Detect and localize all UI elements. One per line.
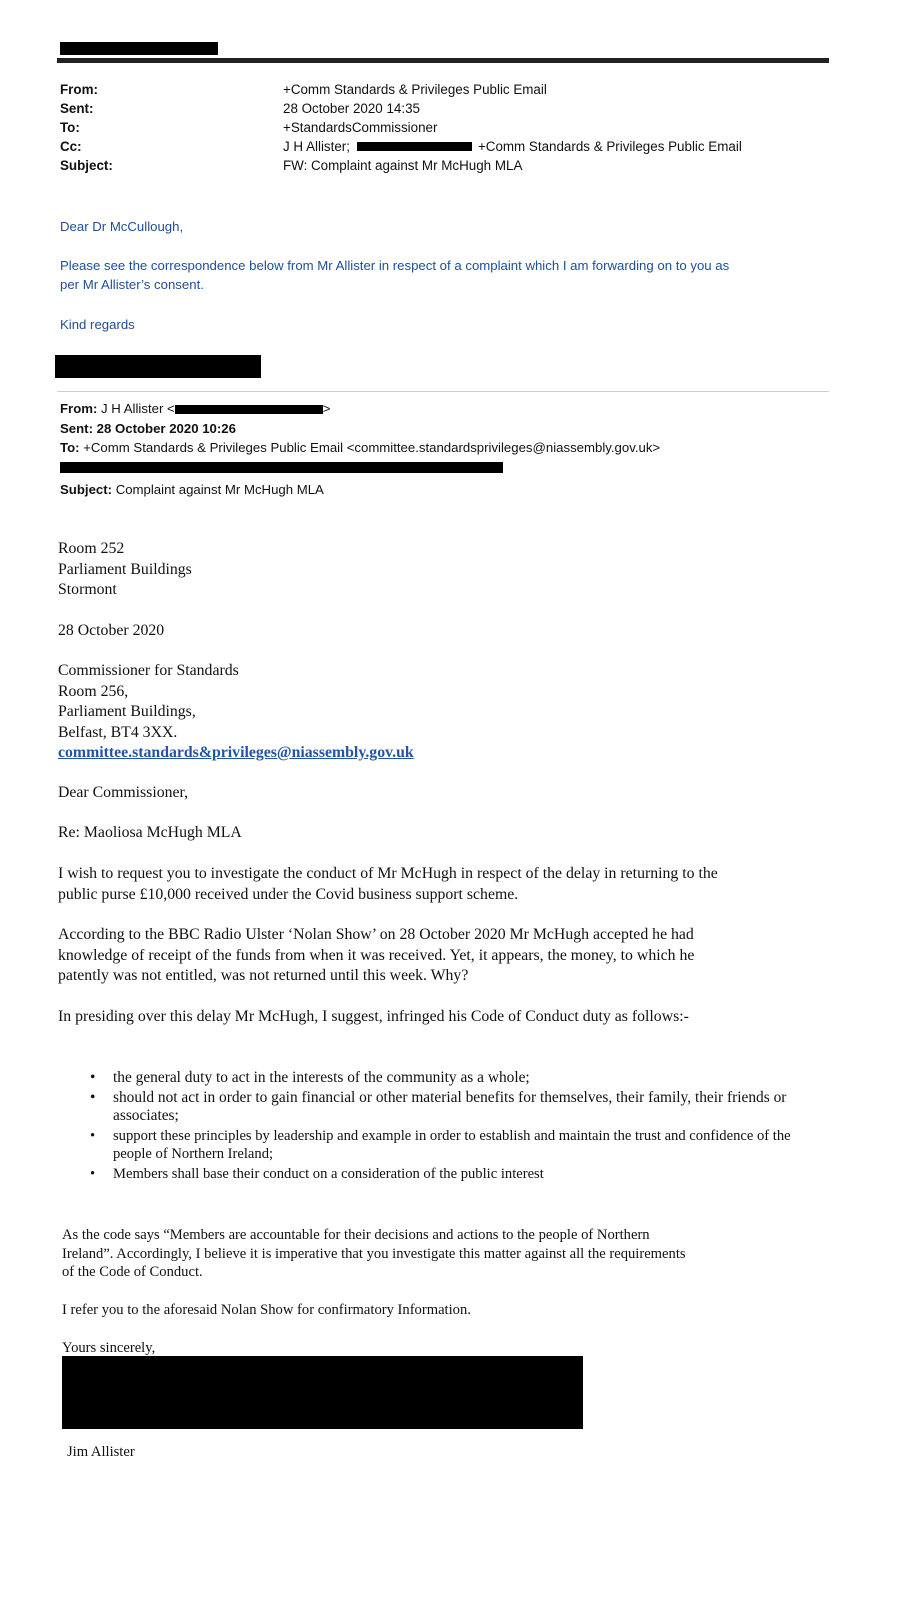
cover-body-line-1: Please see the correspondence below from Mr Allister in respect of a complaint which I am forwarding on to you as	[60, 258, 730, 273]
paragraph-line: of the Code of Conduct.	[62, 1264, 203, 1280]
letter-date: 28 October 2020	[58, 622, 165, 639]
header-from-label: From:	[60, 82, 98, 97]
header-to-label: To:	[60, 120, 80, 135]
sender-address-line: Stormont	[58, 581, 117, 598]
letter-closing: Yours sincerely,	[62, 1340, 156, 1356]
recipient-address	[58, 661, 414, 764]
list-item: • should not act in order to gain financial or other material benefits for themselves, their family, their friends or associates;	[90, 1089, 820, 1126]
paragraph-3: In presiding over this delay Mr McHugh, I suggest, infringed his Code of Conduct duty as follows:-	[58, 1008, 689, 1025]
paragraph-line: patently was not entitled, was not returned until this week. Why?	[58, 967, 469, 984]
header-subject-value: FW: Complaint against Mr McHugh MLA	[283, 158, 523, 173]
sender-address-line: Parliament Buildings	[58, 560, 192, 578]
header-subject-label: Subject:	[60, 158, 113, 173]
paragraph-line: Ireland”. Accordingly, I believe it is imperative that you investigate this matter against all the requirements	[62, 1245, 686, 1262]
forwarded-to	[60, 438, 660, 457]
letter-salutation: Dear Commissioner,	[58, 784, 189, 801]
paragraph-2	[58, 925, 694, 987]
header-sent-row	[60, 99, 742, 118]
redacted-sender-name	[60, 42, 218, 55]
list-item: • the general duty to act in the interests of the community as a whole;	[90, 1069, 820, 1088]
header-cc-value-1: J H Allister;	[283, 139, 350, 154]
cover-body-line-2: per Mr Allister’s consent.	[60, 277, 204, 292]
redacted-sender-signature-block	[55, 355, 261, 378]
header-to-row	[60, 118, 742, 137]
forwarded-to-value: +Comm Standards & Privileges Public Email <committee.standardsprivileges@niassembly.gov.uk>	[83, 440, 661, 455]
cover-signoff: Kind regards	[60, 317, 135, 332]
redacted-email-address	[175, 405, 323, 414]
paragraph-4	[62, 1226, 686, 1282]
redacted-cc-recipient	[357, 142, 472, 151]
recipient-address-line: Room 256,	[58, 682, 129, 700]
email-header	[60, 80, 742, 175]
forwarded-from-value-post: >	[322, 401, 331, 416]
header-sent-label: Sent:	[60, 101, 94, 116]
forwarded-sent	[60, 419, 236, 438]
paragraph-line: As the code says “Members are accountable for their decisions and actions to the people of Northern	[62, 1227, 650, 1243]
paragraph-1	[58, 864, 718, 905]
forwarded-from-value-pre: J H Allister <	[101, 401, 175, 416]
header-from-row	[60, 80, 742, 99]
forwarded-subject-label: Subject:	[60, 482, 113, 497]
header-cc-value-2: +Comm Standards & Privileges Public Email	[477, 139, 742, 154]
recipient-address-line: Belfast, BT4 3XX.	[58, 723, 178, 741]
header-to-value: +StandardsCommissioner	[283, 120, 438, 135]
forwarded-from	[60, 399, 330, 418]
header-rule	[57, 58, 829, 63]
letter-re-line: Re: Maoliosa McHugh MLA	[58, 824, 242, 841]
paragraph-5: I refer you to the aforesaid Nolan Show for confirmatory Information.	[62, 1302, 471, 1318]
redacted-cc-line	[60, 462, 503, 473]
sender-address-line: Room 252	[58, 540, 125, 557]
paragraph-line: I wish to request you to investigate the conduct of Mr McHugh in respect of the delay in returning to the	[58, 865, 718, 882]
forwarded-sent-label: Sent:	[60, 421, 93, 436]
paragraph-line: knowledge of receipt of the funds from when it was received. Yet, it appears, the money, to which he	[58, 946, 695, 964]
header-subject-row	[60, 156, 742, 175]
header-cc-row	[60, 137, 742, 156]
recipient-address-line: Commissioner for Standards	[58, 662, 239, 679]
forwarded-to-label: To:	[60, 440, 80, 455]
forwarded-divider	[57, 391, 829, 392]
forwarded-from-label: From:	[60, 401, 98, 416]
header-from-value: +Comm Standards & Privileges Public Email	[283, 82, 547, 97]
list-item: • support these principles by leadership and example in order to establish and maintain the trust and confidence of the people of Northern Ireland;	[90, 1127, 820, 1164]
forwarded-subject	[60, 480, 324, 499]
signature-name: Jim Allister	[67, 1444, 135, 1460]
paragraph-line: According to the BBC Radio Ulster ‘Nolan Show’ on 28 October 2020 Mr McHugh accepted he had	[58, 926, 694, 943]
list-item: • Members shall base their conduct on a consideration of the public interest	[90, 1165, 820, 1184]
paragraph-line: public purse £10,000 received under the Covid business support scheme.	[58, 885, 519, 903]
conduct-duties-list	[90, 1069, 820, 1184]
forwarded-subject-value: Complaint against Mr McHugh MLA	[115, 482, 324, 497]
cover-greeting: Dear Dr McCullough,	[60, 219, 184, 234]
header-sent-value: 28 October 2020 14:35	[283, 101, 420, 116]
cover-body	[60, 256, 840, 294]
recipient-address-line: Parliament Buildings,	[58, 703, 196, 720]
redacted-signature	[62, 1356, 583, 1429]
forwarded-sent-value: 28 October 2020 10:26	[96, 421, 236, 436]
sender-address	[58, 539, 192, 601]
recipient-email-link[interactable]: committee.standards&privileges@niassembly.gov.uk	[58, 744, 414, 761]
header-cc-label: Cc:	[60, 139, 82, 154]
